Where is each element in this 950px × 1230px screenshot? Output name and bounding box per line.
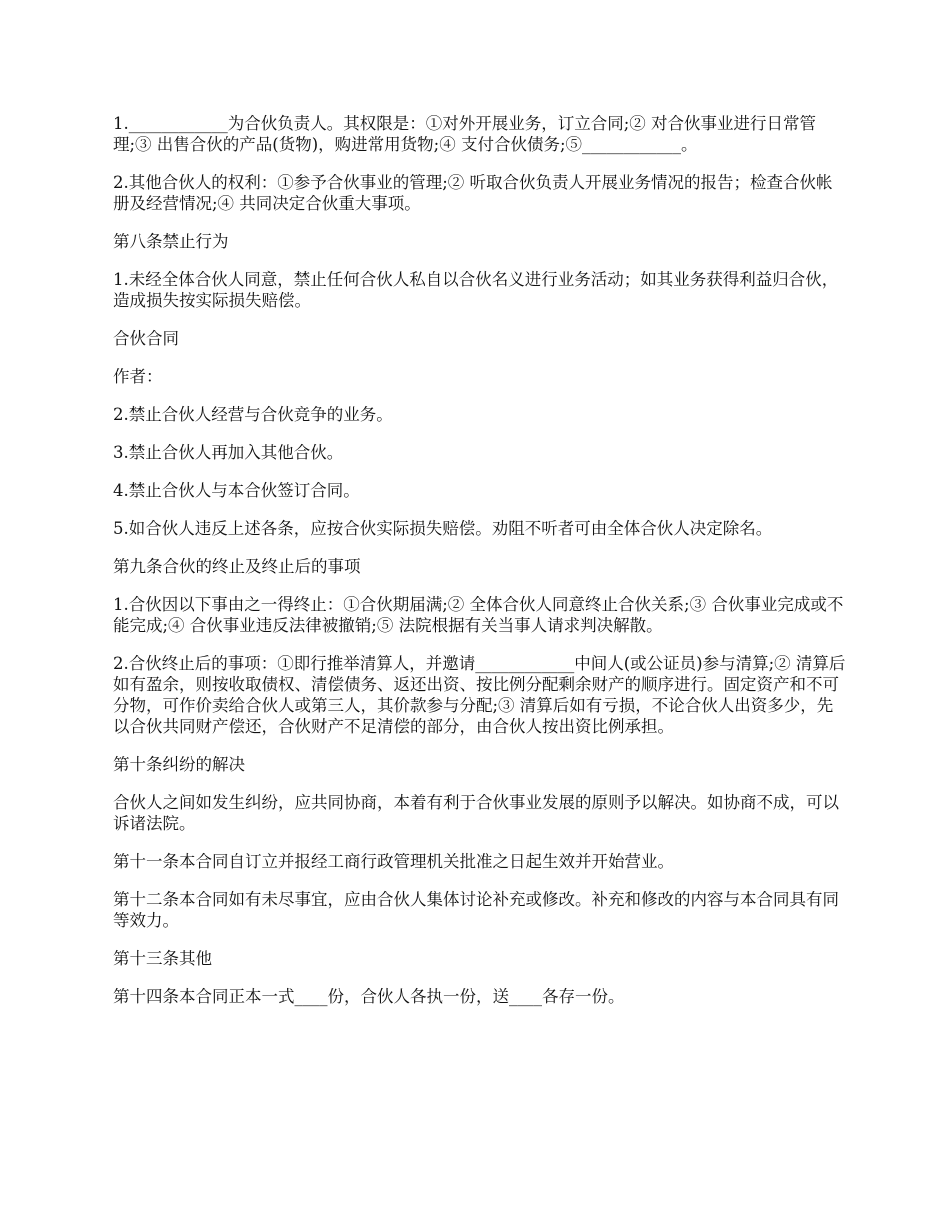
- clause-other-partner-rights: 2.其他合伙人的权利：①参予合伙事业的管理;② 听取合伙负责人开展业务情况的报告；检查合伙帐册及经营情况;④ 共同决定合伙重大事项。: [113, 173, 833, 213]
- article-11: 第十一条本合同自订立并报经工商行政管理机关批准之日起生效并开始营业。: [113, 852, 674, 871]
- prohibition-item-1: 1.未经全体合伙人同意，禁止任何合伙人私自以合伙名义进行业务活动；如其业务获得利益归合伙，造成损失按实际损失赔偿。: [113, 270, 839, 310]
- prohibition-item-4: 4.禁止合伙人与本合伙签订合同。: [113, 481, 360, 500]
- article-12: 第十二条本合同如有未尽事宜，应由合伙人集体讨论补充或修改。补充和修改的内容与本合同具有同等效力。: [113, 890, 839, 930]
- article-10-heading: 第十条纠纷的解决: [113, 755, 245, 774]
- clause-partner-in-charge: 1.____________为合伙负责人。其权限是：①对外开展业务，订立合同;② 对合伙事业进行日常管理;③ 出售合伙的产品(货物)，购进常用货物;④ 支付合伙债务;⑤____________。: [113, 114, 817, 154]
- prohibition-item-3: 3.禁止合伙人再加入其他合伙。: [113, 443, 344, 462]
- article-9-heading: 第九条合伙的终止及终止后的事项: [113, 557, 361, 576]
- document-title: 合伙合同: [113, 329, 179, 348]
- termination-causes: 1.合伙因以下事由之一得终止：①合伙期届满;② 全体合伙人同意终止合伙关系;③ 合伙事业完成或不能完成;④ 合伙事业违反法律被撤销;⑤ 法院根据有关当事人请求判决解散。: [113, 595, 844, 635]
- article-13-heading: 第十三条其他: [113, 949, 212, 968]
- document-page: [113, 113, 849, 1024]
- post-termination-matters: 2.合伙终止后的事项：①即行推举清算人，并邀请____________中间人(或公证员)参与清算;② 清算后如有盈余，则按收取债权、清偿债务、返还出资、按比例分配剩余财产的顺序进行。固定资产和不可分物，可作价卖给合伙人或第三人，其价款参与分配;③ 清算后如有亏损，不论合伙人出资多少，先以合伙共同财产偿还，合伙财产不足清偿的部分，由合伙人按出资比例承担。: [113, 654, 846, 736]
- prohibition-item-5: 5.如合伙人违反上述各条，应按合伙实际损失赔偿。劝阻不听者可由全体合伙人决定除名。: [113, 519, 773, 538]
- article-8-heading: 第八条禁止行为: [113, 232, 229, 251]
- prohibition-item-2: 2.禁止合伙人经营与合伙竞争的业务。: [113, 405, 393, 424]
- article-14: 第十四条本合同正本一式____份，合伙人各执一份，送____各存一份。: [113, 987, 625, 1006]
- author-line: 作者：: [113, 367, 163, 386]
- dispute-resolution-text: 合伙人之间如发生纠纷，应共同协商，本着有利于合伙事业发展的原则予以解决。如协商不成，可以诉诸法院。: [113, 793, 839, 833]
